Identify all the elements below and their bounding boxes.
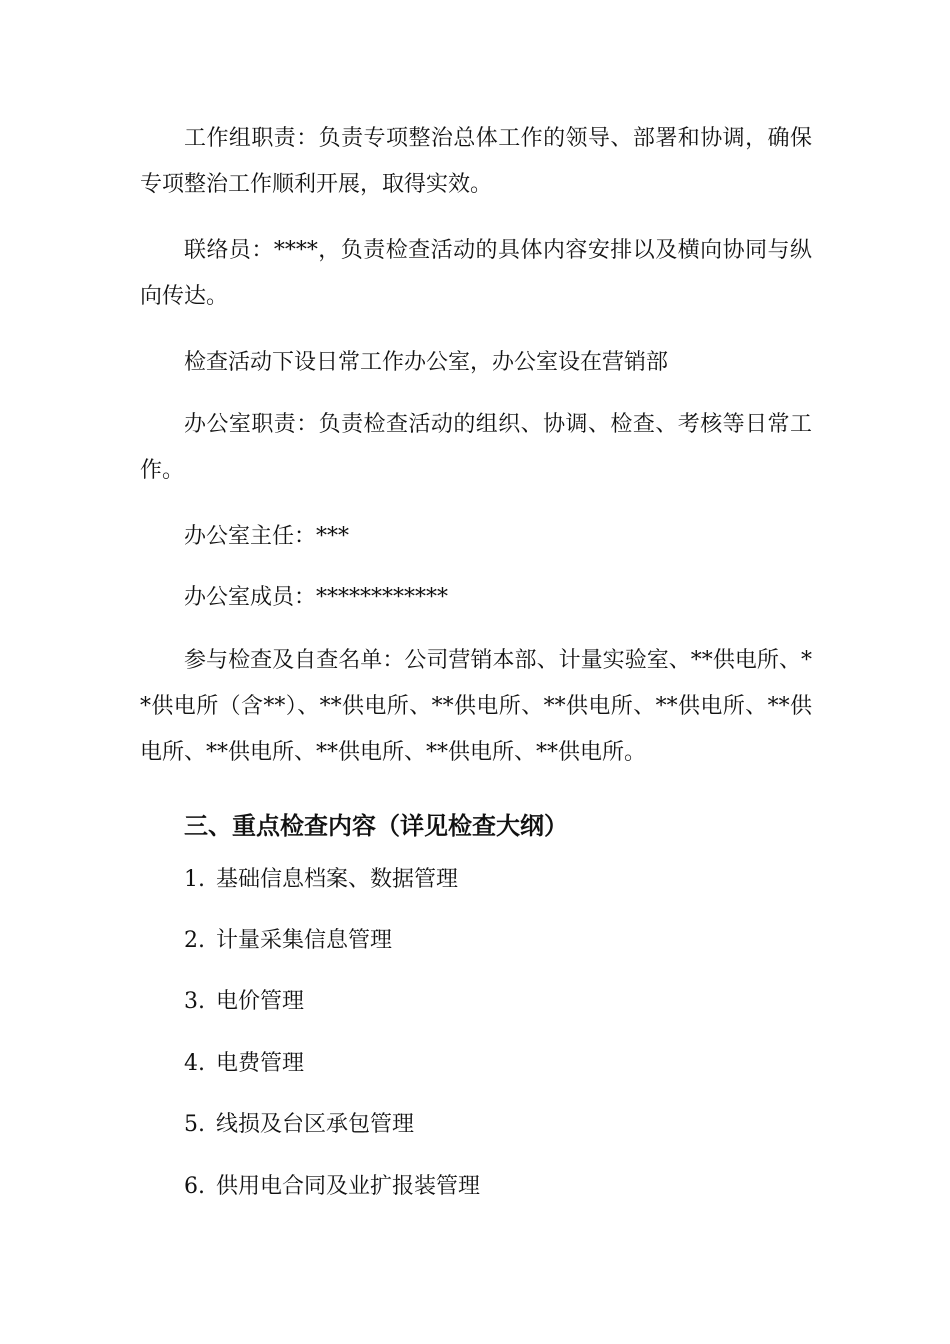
section-heading: 三、重点检查内容（详见检查大纲） [184, 812, 568, 840]
list-item [184, 982, 304, 1022]
paragraph-office-director: 办公室主任：*** [184, 524, 350, 549]
list-item-text: 基础信息档案、数据管理 [216, 867, 459, 892]
paragraph-workgroup-duty: 工作组职责：负责专项整治总体工作的领导、部署和协调，确保专项整治工作顺利开展，取得实效。 [140, 126, 812, 197]
list-item-text: 计量采集信息管理 [216, 928, 393, 953]
list-item-text: 供用电合同及业扩报装管理 [216, 1174, 481, 1199]
paragraph-office-duty: 办公室职责：负责检查活动的组织、协调、检查、考核等日常工作。 [140, 412, 812, 483]
list-item-text: 线损及台区承包管理 [216, 1112, 415, 1137]
list-item-number: 1. [184, 867, 205, 892]
list-item-number: 5. [184, 1112, 205, 1137]
list-item-text: 电价管理 [216, 989, 305, 1014]
list-item-text: 电费管理 [216, 1051, 305, 1076]
paragraph-liaison: 联络员：****，负责检查活动的具体内容安排以及横向协同与纵向传达。 [140, 238, 812, 309]
list-item [184, 1167, 480, 1207]
list-item [184, 1044, 304, 1084]
paragraph-inspection-list: 参与检查及自查名单：公司营销本部、计量实验室、**供电所、**供电所（含**）、**供电所、**供电所、**供电所、**供电所、**供电所、**供电所、**供电所、**供电所、**供电所。 [140, 648, 812, 765]
list-item-number: 2. [184, 928, 205, 953]
list-item-number: 6. [184, 1174, 205, 1199]
list-item [184, 1105, 414, 1145]
paragraph-office-setup: 检查活动下设日常工作办公室，办公室设在营销部 [184, 350, 669, 375]
list-item [184, 921, 392, 961]
paragraph-office-members: 办公室成员：************ [184, 585, 449, 610]
list-item-number: 3. [184, 989, 205, 1014]
list-item-number: 4. [184, 1051, 205, 1076]
list-item [184, 860, 458, 900]
